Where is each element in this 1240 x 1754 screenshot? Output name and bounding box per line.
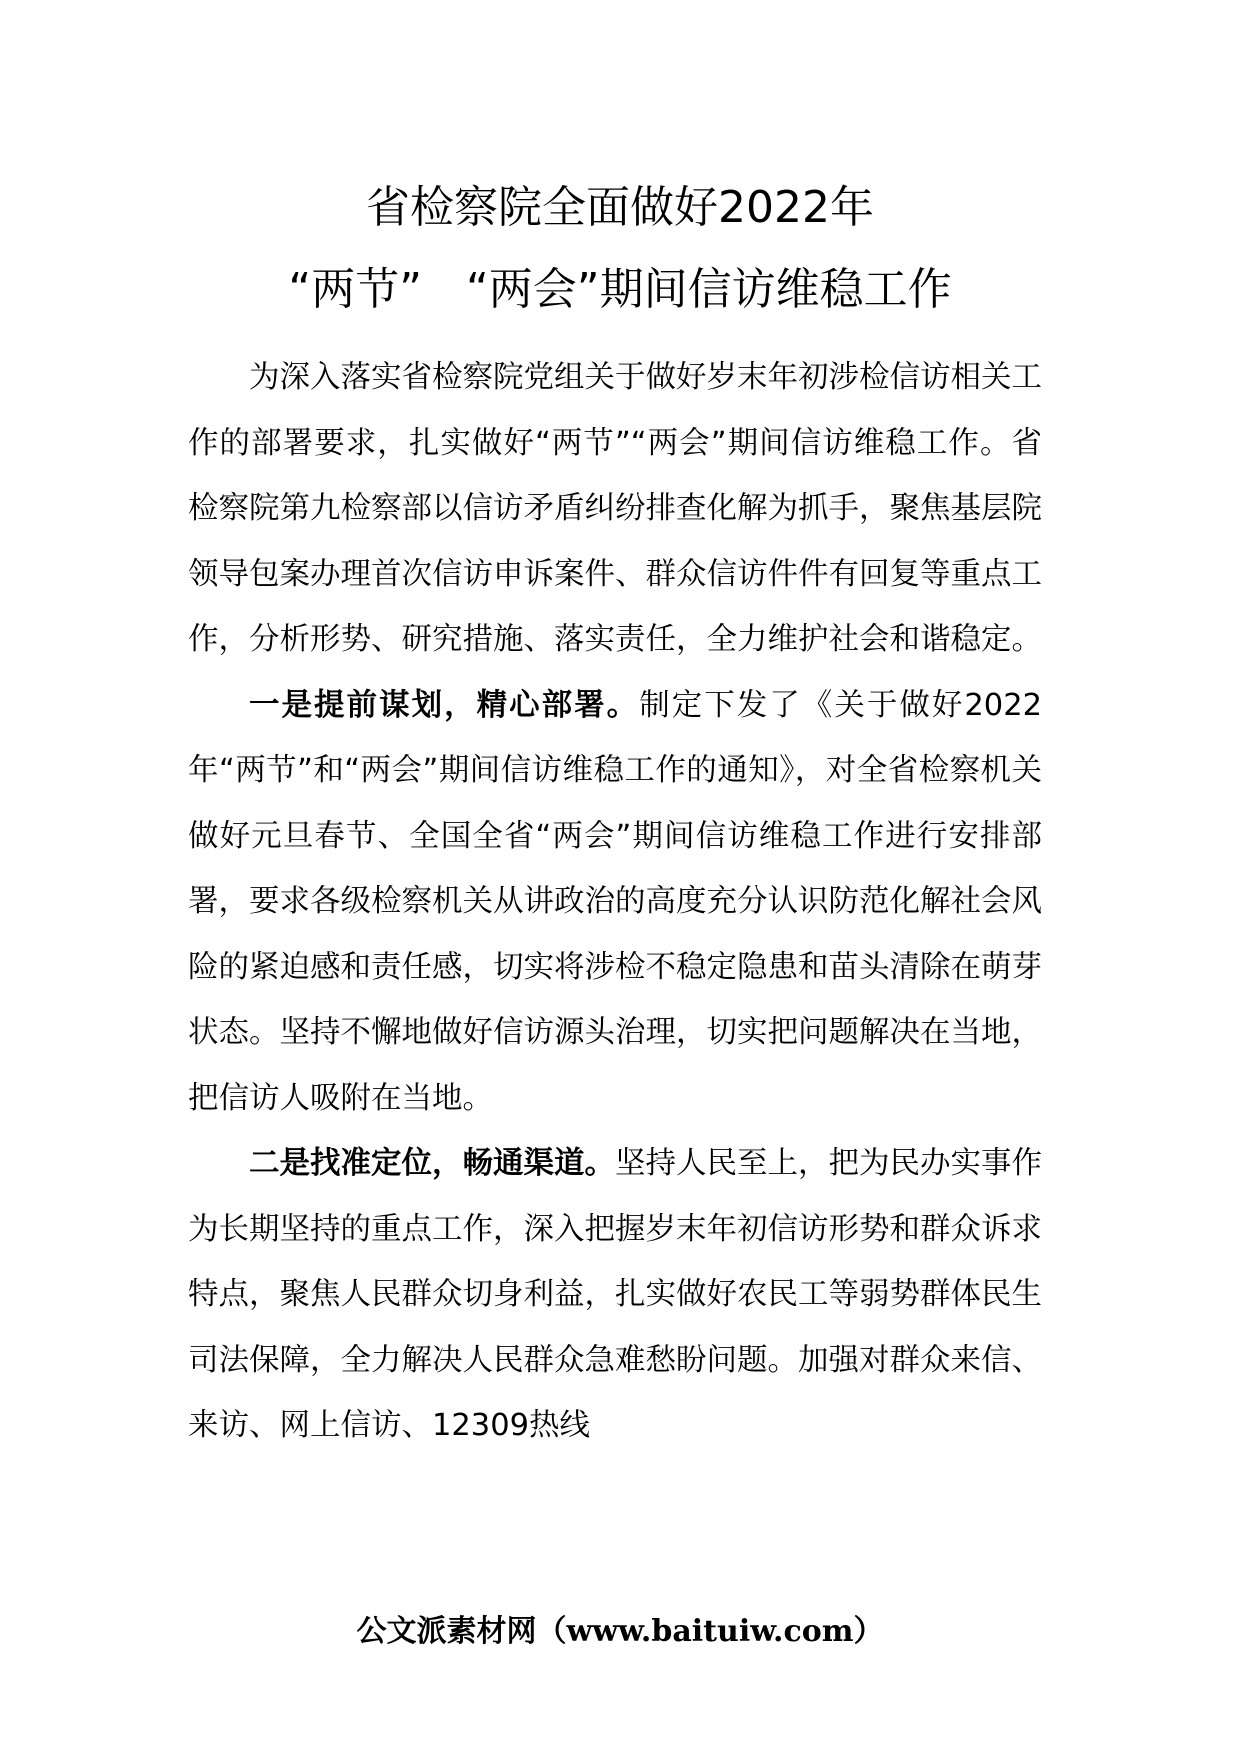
- document-body: [188, 345, 1042, 1459]
- watermark-footer: 公文派素材网（www.baituiw.com）: [356, 1614, 884, 1649]
- paragraph-point-one: [188, 673, 1042, 1132]
- paragraph-point-two-text: 坚持人民至上，把为民办实事作为长期坚持的重点工作，深入把握岁末年初信访形势和群众诉求特点，聚焦人民群众切身利益，扎实做好农民工等弱势群体民生司法保障，全力解决人民群众急难愁盼问题。加强对群众来信、来访、网上信访、12309热线: [188, 1146, 1042, 1443]
- paragraph-point-one-heading: 一是提前谋划，精心部署。: [249, 687, 640, 723]
- document-title-line2: “两节” “两会”期间信访维稳工作: [288, 264, 952, 315]
- paragraph-point-one-text: 制定下发了《关于做好2022年“两节”和“两会”期间信访维稳工作的通知》，对全省检察机关做好元旦春节、全国全省“两会”期间信访维稳工作进行安排部署，要求各级检察机关从讲政治的高度充分认识防范化解社会风险的紧迫感和责任感，切实将涉检不稳定隐患和苗头清除在萌芽状态。坚持不懈地做好信访源头治理，切实把问题解决在当地，把信访人吸附在当地。: [188, 687, 1043, 1116]
- paragraph-intro-text: 为深入落实省检察院党组关于做好岁末年初涉检信访相关工作的部署要求，扎实做好“两节”“两会”期间信访维稳工作。省检察院第九检察部以信访矛盾纠纷排查化解为抓手，聚焦基层院领导包案办理首次信访申诉案件、群众信访件件有回复等重点工作，分析形势、研究措施、落实责任，全力维护社会和谐稳定。: [188, 360, 1042, 657]
- document-title-line1: 省检察院全面做好2022年: [366, 182, 874, 233]
- paragraph-point-two: [188, 1131, 1042, 1459]
- paragraph-point-two-heading: 二是找准定位，畅通渠道。: [249, 1146, 615, 1181]
- paragraph-intro: [188, 345, 1042, 673]
